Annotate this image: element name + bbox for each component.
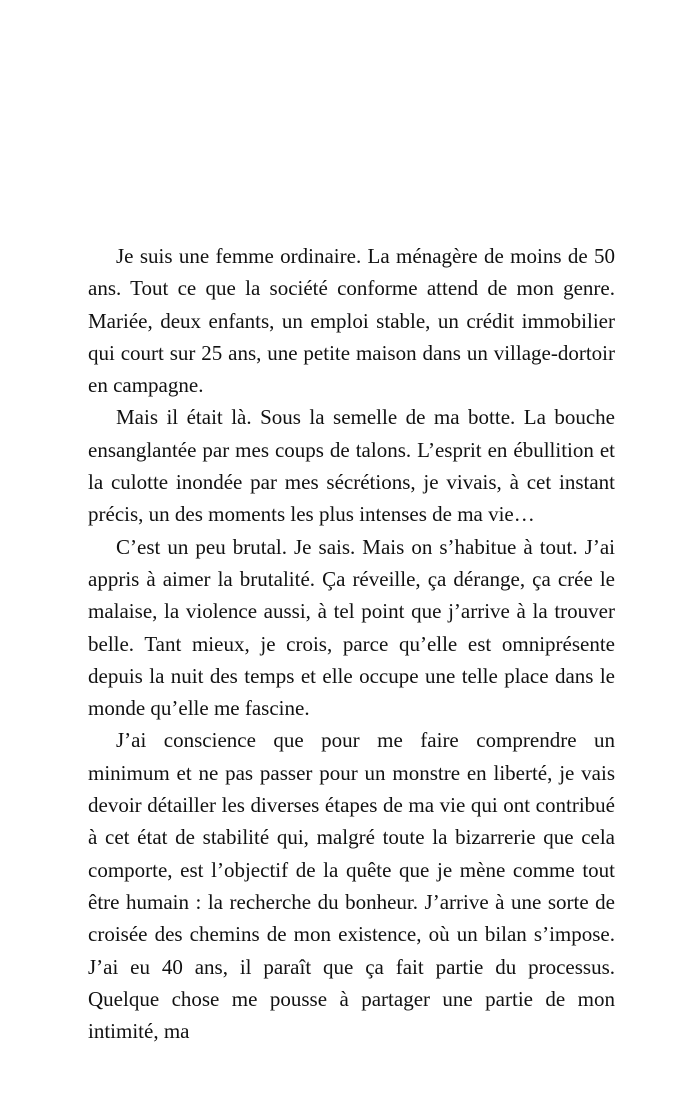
paragraph-1: Je suis une femme ordinaire. La ménagère de moins de 50 ans. Tout ce que la société conforme attend de mon genre. Mariée, deux enfants, un emploi stable, un crédit immobilier qui court sur 25 ans, une petite maison dans un village-dortoir en campagne. xyxy=(88,244,615,398)
body-text xyxy=(88,240,615,1047)
paragraph-4: J’ai conscience que pour me faire comprendre un minimum et ne pas passer pour un monstre en liberté, je vais devoir détailler les diverses étapes de ma vie qui ont contribué à cet état de stabilité qui, malgré toute la bizarrerie que cela comporte, est l’objectif de la quête que je mène comme tout être humain : la recherche du bonheur. J’arrive à une sorte de croisée des chemins de mon existence, où un bilan s’impose. J’ai eu 40 ans, il paraît que ça fait partie du processus. Quelque chose me pousse à partager une partie de mon intimité, ma xyxy=(88,728,615,1044)
paragraph-3: C’est un peu brutal. Je sais. Mais on s’habitue à tout. J’ai appris à aimer la brutalité. Ça réveille, ça dérange, ça crée le malaise, la violence aussi, à tel point que j’arrive à la trouver belle. Tant mieux, je crois, parce qu’elle est omniprésente depuis la nuit des temps et elle occupe une telle place dans le monde qu’elle me fascine. xyxy=(88,534,615,721)
paragraph-2: Mais il était là. Sous la semelle de ma botte. La bouche ensanglantée par mes coups de talons. L’esprit en ébullition et la culotte inondée par mes sécrétions, je vivais, à cet instant précis, un des moments les plus intenses de ma vie… xyxy=(88,405,615,527)
